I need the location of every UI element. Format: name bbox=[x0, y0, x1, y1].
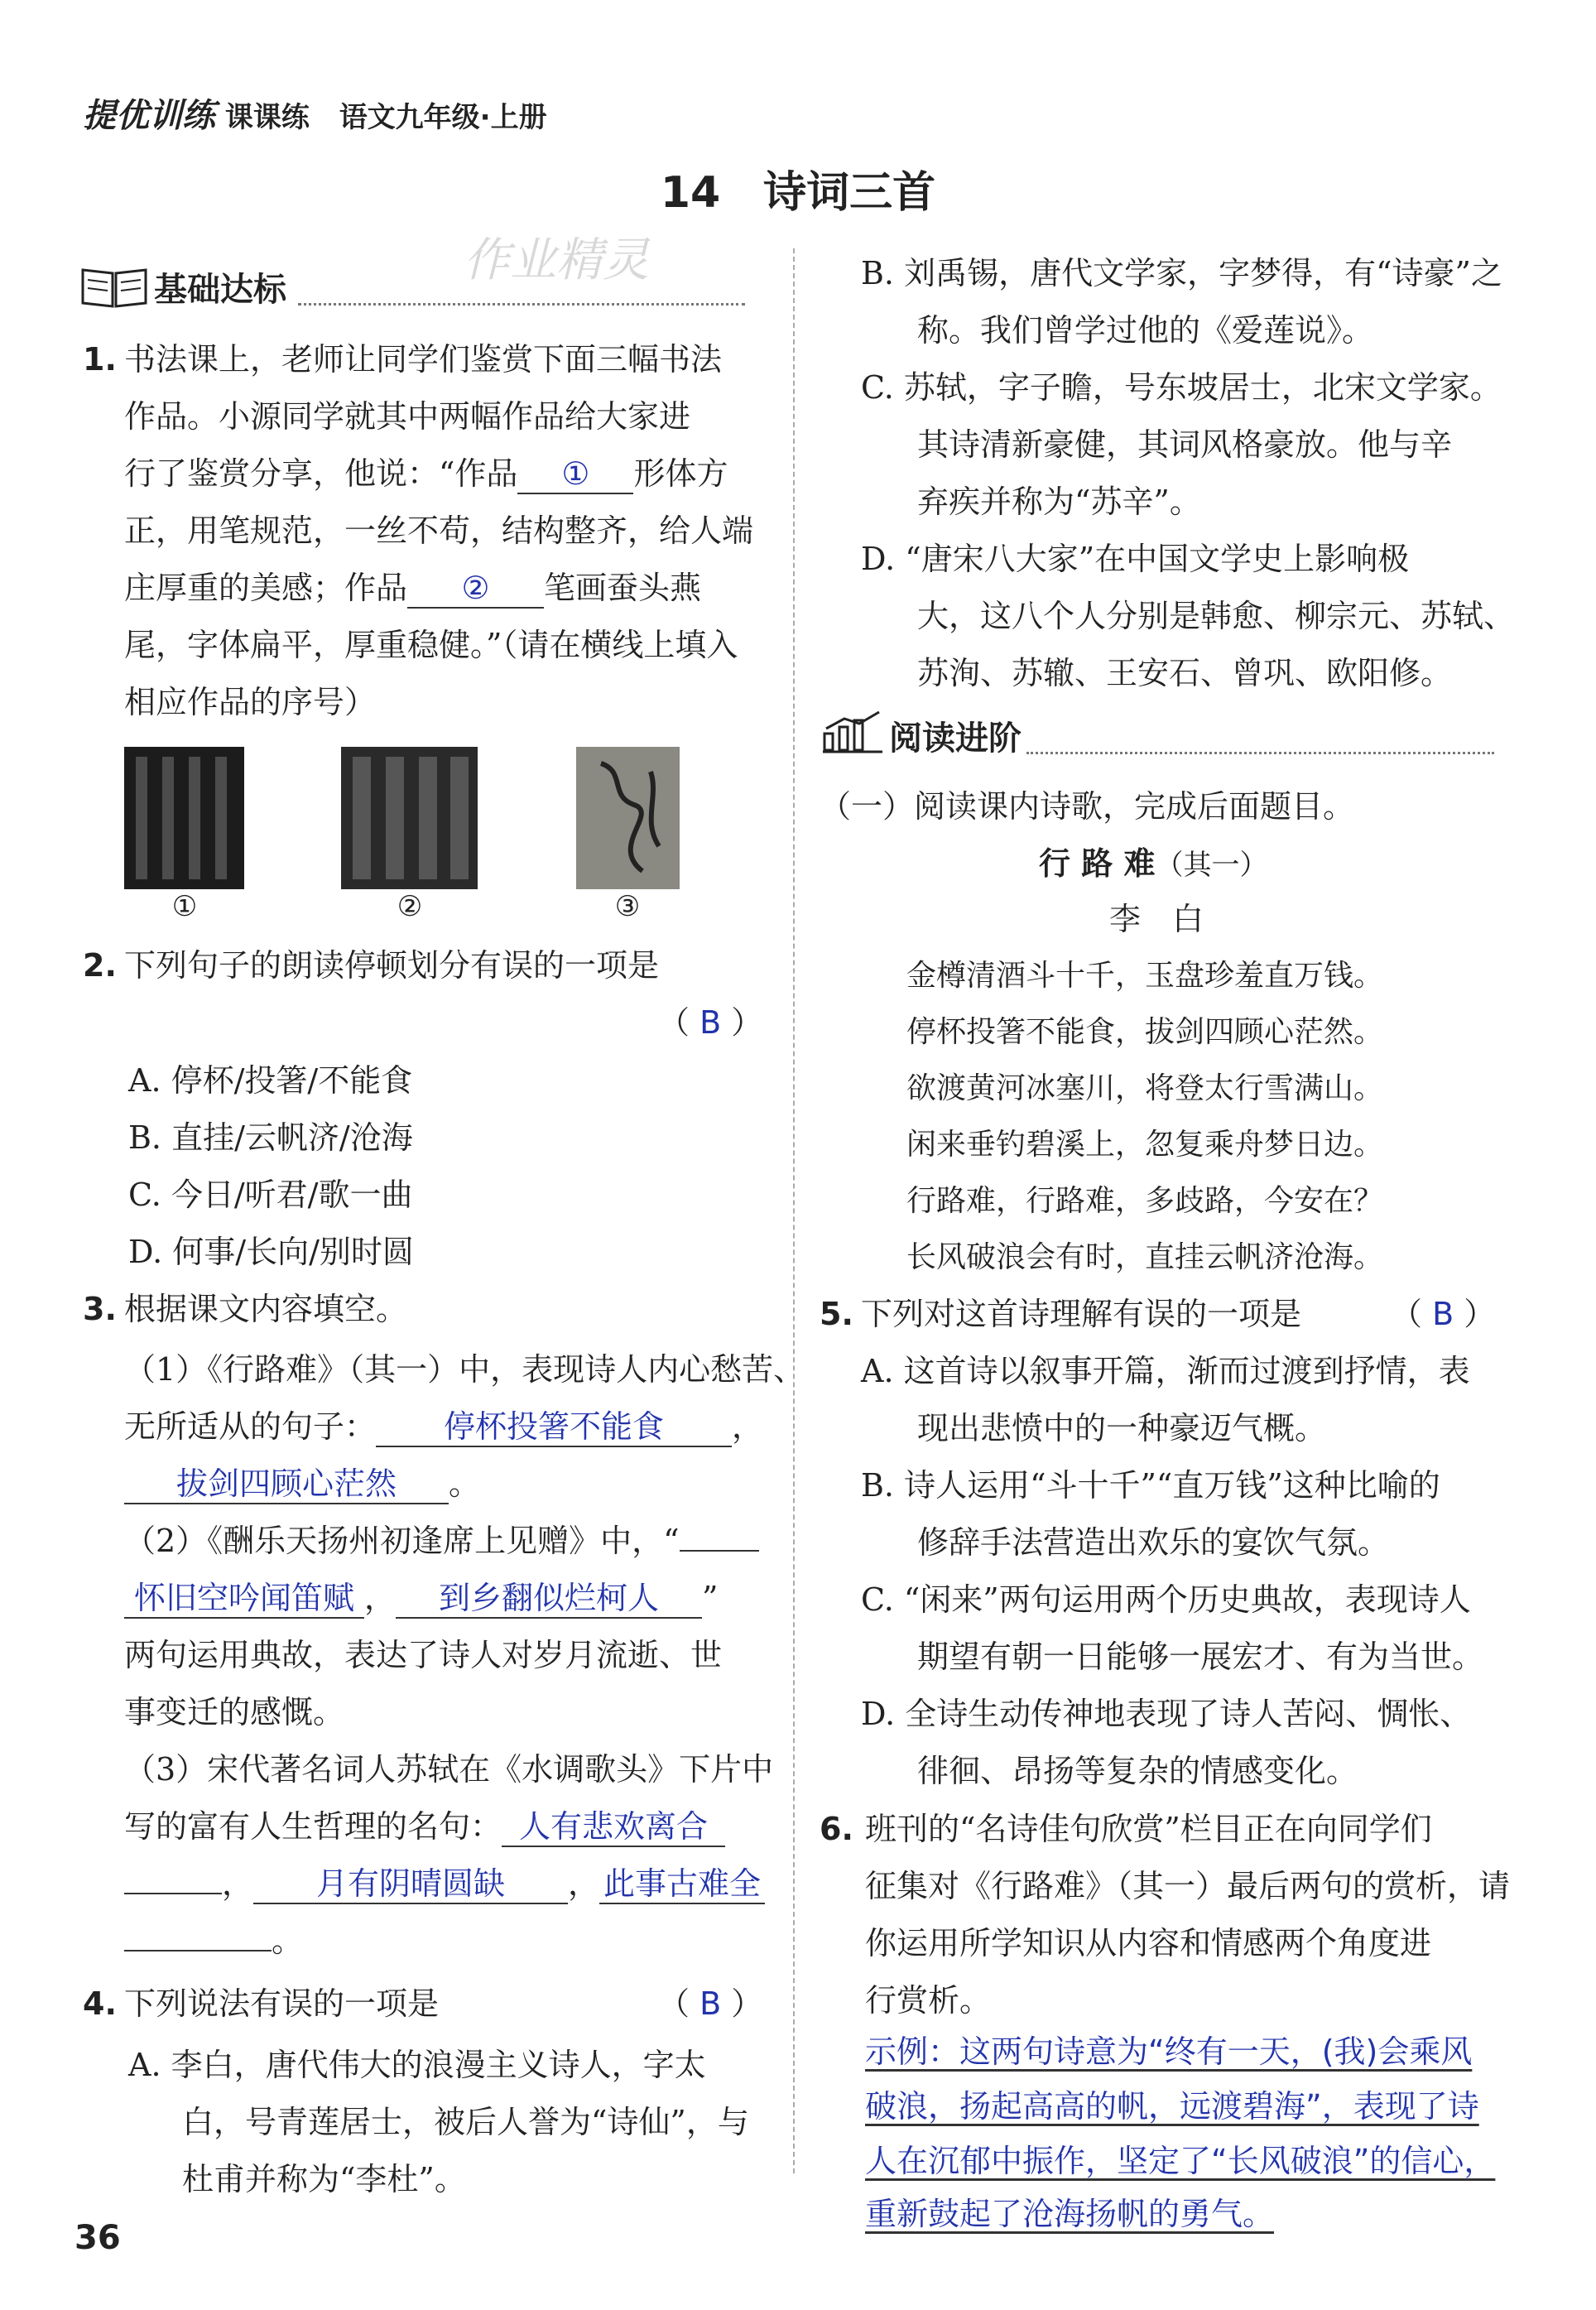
q3-part3-line1: （3）宋代著名词人苏轼在《水调歌头》下片中 bbox=[124, 1751, 774, 1788]
q6-answer-line-4: 重新鼓起了沧海扬帆的勇气。 bbox=[865, 2196, 1275, 2232]
book-icon bbox=[79, 262, 149, 311]
q1-line-3 bbox=[124, 445, 728, 503]
q4-option-a-line2: 白，号青莲居士，被后人誉为“诗仙”，与 bbox=[182, 2104, 749, 2140]
poem-line-1: 金樽清酒斗十千，玉盘珍羞直万钱。 bbox=[906, 959, 1384, 993]
q1-line-3-tail: 形体方 bbox=[633, 455, 728, 492]
caption-1: ① bbox=[171, 890, 198, 923]
q5-option-b-line1: B. 诗人运用“斗十千”“直万钱”这种比喻的 bbox=[861, 1467, 1440, 1504]
q1-answer-2: ② bbox=[461, 570, 490, 606]
q5-answer-paren: （ B ） bbox=[1391, 1296, 1496, 1332]
poem-line-5: 行路难，行路难，多歧路，今安在？ bbox=[906, 1184, 1384, 1218]
brand-logo: 提优训练 bbox=[83, 97, 215, 135]
poem-title bbox=[1039, 835, 1267, 894]
q3-answer-1: 停杯投箸不能食 bbox=[444, 1408, 665, 1445]
q1-line-2: 作品。小源同学就其中两幅作品给大家进 bbox=[124, 398, 691, 435]
poem-line-2: 停杯投箸不能食，拔剑四顾心茫然。 bbox=[906, 1015, 1384, 1049]
calligraphy-image-1 bbox=[124, 747, 244, 889]
q5-option-d-line2: 徘徊、昂扬等复杂的情感变化。 bbox=[917, 1753, 1358, 1789]
q2-option-b: B. 直挂/云帆济/沧海 bbox=[128, 1119, 413, 1156]
section-reading-title: 阅读进阶 bbox=[889, 719, 1022, 758]
q3-part3-prompt: 写的富有人生哲理的名句： bbox=[124, 1808, 502, 1845]
q5-answer: B bbox=[1432, 1296, 1454, 1332]
q2-option-d: D. 何事/长向/别时圆 bbox=[128, 1234, 414, 1270]
q4-option-d-line3: 苏洵、苏辙、王安石、曾巩、欧阳修。 bbox=[917, 655, 1453, 691]
q5-option-a-line2: 现出悲愤中的一种豪迈气概。 bbox=[917, 1410, 1327, 1446]
caption-3: ③ bbox=[614, 890, 641, 923]
q4-answer-paren: （ B ） bbox=[658, 1985, 763, 2022]
q3-part3-line2 bbox=[124, 1798, 725, 1855]
q3-answer-3: 怀旧空吟闻笛赋 bbox=[133, 1580, 354, 1616]
poem-author: 李 白 bbox=[1109, 901, 1204, 937]
q6-answer-line-3: 人在沉郁中振作，坚定了“长风破浪”的信心， bbox=[865, 2143, 1496, 2179]
q4-option-b-line2: 称。我们曾学过他的《爱莲说》。 bbox=[917, 312, 1374, 349]
q3-part3-line4: 。 bbox=[124, 1913, 303, 1970]
q6-answer-line-2: 破浪，扬起高高的帆，远渡碧海”，表现了诗 bbox=[865, 2088, 1479, 2125]
page-number: 36 bbox=[75, 2219, 121, 2257]
q1-line-4: 正，用笔规范，一丝不苟，结构整齐，给人端 bbox=[124, 513, 754, 549]
q2-answer: B bbox=[699, 1004, 722, 1041]
q5-option-c-line1: C. “闲来”两句运用两个历史典故，表现诗人 bbox=[861, 1581, 1471, 1618]
column-divider bbox=[793, 248, 795, 2173]
q4-option-b-line1: B. 刘禹锡，唐代文学家，字梦得，有“诗豪”之 bbox=[861, 255, 1502, 291]
q3-part2-prompt: （2）《酬乐天扬州初逢席上见赠》中，“ bbox=[124, 1523, 680, 1559]
q3-part2-line3: 两句运用典故，表达了诗人对岁月流逝、世 bbox=[124, 1637, 723, 1673]
q3-part3-line3: ， 月有阴晴圆缺 ， 此事古难全 bbox=[124, 1855, 765, 1913]
q1-answer-1: ① bbox=[561, 455, 590, 492]
q6-number: 6. bbox=[820, 1811, 853, 1847]
q2-answer-paren: （ B ） bbox=[658, 1004, 763, 1041]
q4-answer: B bbox=[699, 1985, 722, 2022]
caption-2: ② bbox=[397, 890, 423, 923]
q4-option-d-line1: D. “唐宋八大家”在中国文学史上影响极 bbox=[861, 541, 1410, 577]
q6-line-3: 你运用所学知识从内容和情感两个角度进 bbox=[865, 1925, 1432, 1961]
q6-line-4: 行赏析。 bbox=[865, 1982, 992, 2019]
q1-line-1: 书法课上，老师让同学们鉴赏下面三幅书法 bbox=[124, 341, 723, 378]
q3-answer-4: 到乡翻似烂柯人 bbox=[439, 1580, 660, 1616]
section-basic-title: 基础达标 bbox=[154, 271, 286, 309]
q4-option-a-line1: A. 李白，唐代伟大的浪漫主义诗人，字太 bbox=[128, 2047, 706, 2083]
q2-option-a: A. 停杯/投箸/不能食 bbox=[128, 1062, 413, 1099]
q5-option-c-line2: 期望有朝一日能够一展宏才、有为当世。 bbox=[917, 1639, 1484, 1675]
q6-line-2: 征集对《行路难》（其一）最后两句的赏析，请 bbox=[865, 1868, 1511, 1904]
q3-part2-line4: 事变迁的感慨。 bbox=[124, 1694, 345, 1730]
chart-icon bbox=[820, 709, 886, 758]
q1-line-5 bbox=[124, 560, 701, 617]
q2-number: 2. bbox=[83, 947, 117, 984]
q5-number: 5. bbox=[820, 1296, 853, 1332]
q3-number: 3. bbox=[83, 1291, 117, 1327]
subject-name: 语文九年级·上册 bbox=[339, 101, 547, 134]
q1-number: 1. bbox=[83, 341, 117, 378]
q3-part1-line1: （1）《行路难》（其一）中，表现诗人内心愁苦、 bbox=[124, 1351, 805, 1388]
q4-option-d-line2: 大，这八个人分别是韩愈、柳宗元、苏轼、 bbox=[917, 598, 1516, 634]
q4-option-c-line1: C. 苏轼，字子瞻，号东坡居士，北宋文学家。 bbox=[861, 369, 1502, 406]
q1-line-6: 尾，字体扁平，厚重稳健。”（请在横线上填入 bbox=[124, 627, 738, 663]
poem-line-4: 闲来垂钓碧溪上，忽复乘舟梦日边。 bbox=[906, 1128, 1384, 1162]
q4-option-c-line3: 弃疾并称为“苏辛”。 bbox=[917, 484, 1201, 520]
q1-line-5-tail: 笔画蚕头燕 bbox=[544, 570, 702, 606]
section-reading-line bbox=[1026, 752, 1494, 754]
q2-text: 下列句子的朗读停顿划分有误的一项是 bbox=[124, 947, 660, 984]
q3-answer-7: 此事古难全 bbox=[603, 1865, 762, 1902]
q5-option-a-line1: A. 这首诗以叙事开篇，渐而过渡到抒情，表 bbox=[861, 1353, 1470, 1389]
page-title: 14 诗词三首 bbox=[660, 168, 936, 218]
q3-answer-6: 月有阴晴圆缺 bbox=[316, 1865, 506, 1902]
q3-part2-line1 bbox=[124, 1513, 759, 1570]
q2-option-c: C. 今日/听君/歌一曲 bbox=[128, 1177, 413, 1213]
watermark: 作业精灵 bbox=[464, 233, 649, 287]
q3-answer-5: 人有悲欢离合 bbox=[519, 1808, 709, 1845]
poem-line-3: 欲渡黄河冰塞川，将登太行雪满山。 bbox=[906, 1071, 1384, 1105]
q3-part1-line2: 无所适从的句子： 停杯投箸不能食 ， bbox=[124, 1398, 763, 1456]
series-name: 课课练 bbox=[224, 101, 310, 134]
q3-answer-2: 拔剑四顾心茫然 bbox=[175, 1465, 397, 1502]
q4-text: 下列说法有误的一项是 bbox=[124, 1985, 440, 2022]
calligraphy-image-2 bbox=[341, 747, 478, 889]
q5-option-d-line1: D. 全诗生动传神地表现了诗人苦闷、惆怅、 bbox=[861, 1696, 1472, 1732]
poem-title-text: 行 路 难 bbox=[1039, 845, 1156, 882]
q3-part1-line3: 拔剑四顾心茫然 。 bbox=[124, 1456, 480, 1513]
page-header bbox=[83, 89, 547, 137]
q1-line-3-text: 行了鉴赏分享，他说：“作品 bbox=[124, 455, 518, 492]
q4-option-c-line2: 其诗清新豪健，其词风格豪放。他与辛 bbox=[917, 426, 1453, 463]
q4-number: 4. bbox=[83, 1985, 117, 2022]
q1-line-7: 相应作品的序号） bbox=[124, 684, 377, 720]
calligraphy-image-3 bbox=[576, 747, 680, 889]
q5-option-b-line2: 修辞手法营造出欢乐的宴饮气氛。 bbox=[917, 1524, 1390, 1561]
q3-part1-prompt: 无所适从的句子： bbox=[124, 1408, 377, 1445]
q4-option-a-line3: 杜甫并称为“李杜”。 bbox=[182, 2161, 466, 2197]
q1-line-5-text: 庄厚重的美感；作品 bbox=[124, 570, 408, 606]
section-basic-line bbox=[298, 303, 745, 306]
q3-text: 根据课文内容填空。 bbox=[124, 1291, 408, 1327]
q6-line-1: 班刊的“名诗佳句欣赏”栏目正在向同学们 bbox=[865, 1811, 1432, 1847]
poem-line-6: 长风破浪会有时，直挂云帆济沧海。 bbox=[906, 1240, 1384, 1274]
q5-text: 下列对这首诗理解有误的一项是 bbox=[861, 1296, 1302, 1332]
reading-intro: （一）阅读课内诗歌，完成后面题目。 bbox=[820, 788, 1355, 825]
q6-answer-line-1: 示例：这两句诗意为“终有一天，(我)会乘风 bbox=[865, 2033, 1473, 2070]
q3-part2-line2: 怀旧空吟闻笛赋 ， 到乡翻似烂柯人 ” bbox=[124, 1570, 718, 1627]
poem-subtitle: （其一） bbox=[1155, 849, 1268, 882]
